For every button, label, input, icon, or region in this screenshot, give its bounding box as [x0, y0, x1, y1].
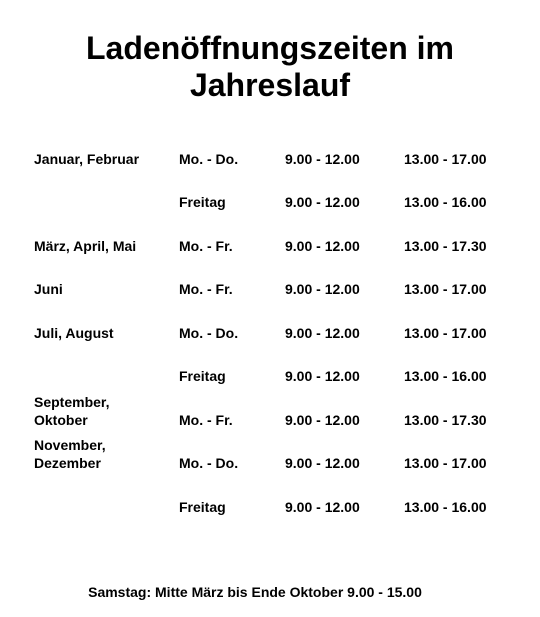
days-cell: Mo. - Fr.: [179, 238, 233, 254]
days-cell: Mo. - Do.: [179, 325, 239, 341]
afternoon-hours-cell: 13.00 - 16.00: [404, 194, 487, 210]
afternoon-hours-cell: 13.00 - 17.00: [404, 281, 487, 297]
afternoon-hours-cell: 13.00 - 17.30: [404, 412, 487, 428]
table-row: [0, 237, 540, 281]
afternoon-hours-cell: 13.00 - 16.00: [404, 368, 487, 384]
months-cell: November, Dezember: [34, 437, 106, 471]
morning-hours-cell: 9.00 - 12.00: [285, 151, 360, 167]
months-cell: März, April, Mai: [34, 238, 137, 254]
table-row: [0, 436, 540, 480]
days-cell: Mo. - Do.: [179, 455, 239, 471]
months-cell: Juni: [34, 281, 63, 297]
page-title-line-1: Ladenöffnungszeiten im: [86, 30, 454, 66]
days-cell: Freitag: [179, 194, 226, 210]
afternoon-hours-cell: 13.00 - 17.30: [404, 238, 487, 254]
afternoon-hours-cell: 13.00 - 17.00: [404, 325, 487, 341]
table-row: [0, 280, 540, 324]
saturday-note: Samstag: Mitte März bis Ende Oktober 9.00 - 15.00: [88, 584, 422, 600]
days-cell: Mo. - Fr.: [179, 412, 233, 428]
morning-hours-cell: 9.00 - 12.00: [285, 455, 360, 471]
days-cell: Freitag: [179, 368, 226, 384]
afternoon-hours-cell: 13.00 - 17.00: [404, 151, 487, 167]
morning-hours-cell: 9.00 - 12.00: [285, 368, 360, 384]
days-cell: Mo. - Do.: [179, 151, 239, 167]
months-cell: Januar, Februar: [34, 151, 140, 167]
morning-hours-cell: 9.00 - 12.00: [285, 412, 360, 428]
table-row: [0, 193, 540, 237]
days-cell: Mo. - Fr.: [179, 281, 233, 297]
table-row: [0, 498, 540, 542]
days-cell: Freitag: [179, 499, 226, 515]
months-cell: September, Oktober: [34, 394, 110, 428]
morning-hours-cell: 9.00 - 12.00: [285, 238, 360, 254]
months-cell: Juli, August: [34, 325, 114, 341]
table-row: [0, 150, 540, 194]
table-row: [0, 324, 540, 368]
afternoon-hours-cell: 13.00 - 16.00: [404, 499, 487, 515]
morning-hours-cell: 9.00 - 12.00: [285, 325, 360, 341]
page-title-line-2: Jahreslauf: [189, 67, 351, 103]
morning-hours-cell: 9.00 - 12.00: [285, 281, 360, 297]
morning-hours-cell: 9.00 - 12.00: [285, 194, 360, 210]
morning-hours-cell: 9.00 - 12.00: [285, 499, 360, 515]
table-row: [0, 393, 540, 437]
afternoon-hours-cell: 13.00 - 17.00: [404, 455, 487, 471]
